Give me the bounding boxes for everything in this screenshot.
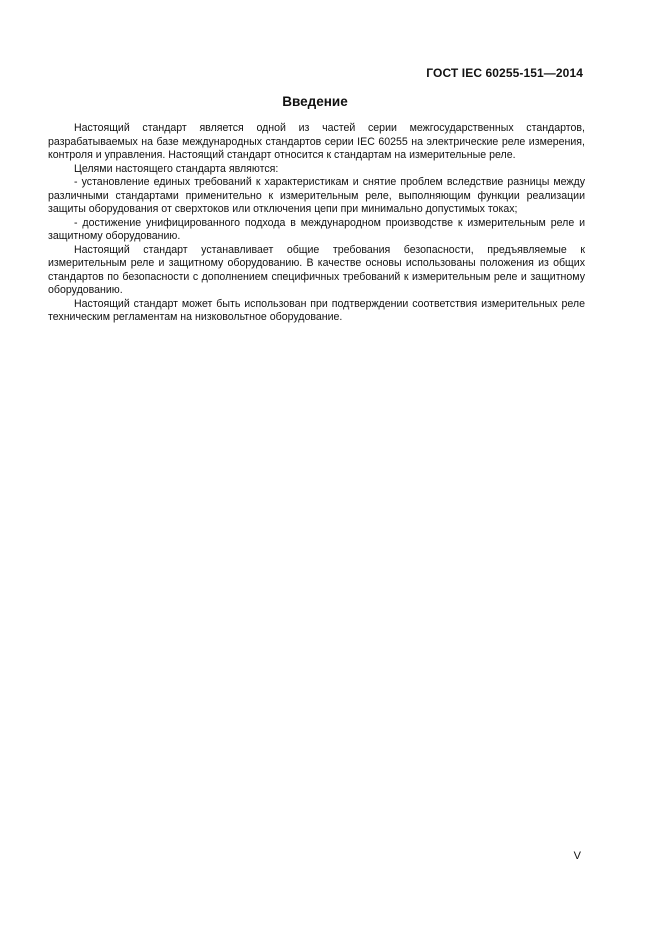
- paragraph: Целями настоящего стандарта являются:: [74, 162, 279, 175]
- document-code-header: ГОСТ IEC 60255-151—2014: [426, 66, 583, 80]
- list-item: - установление единых требований к характеристикам и снятие проблем вследствие разницы между различными стандартами применительно к измерительным реле, выполняющим функции реализации защиты оборудования от сверхтоков или отключения цепи при минимально допустимых токах;: [48, 176, 585, 215]
- section-body: [48, 122, 585, 325]
- paragraph: Настоящий стандарт устанавливает общие требования безопасности, предъявляемые к измерительным реле и защитному оборудованию. В качестве основы использованы положения из общих стандартов по безопасности с дополнением специфичных требований к измерительным реле и защитному оборудованию.: [48, 243, 585, 296]
- list-item: - достижение унифицированного подхода в международном производстве к измерительным реле и защитному оборудованию.: [48, 216, 585, 242]
- page-number: V: [573, 850, 581, 862]
- paragraph: Настоящий стандарт является одной из частей серии межгосударственных стандартов, разрабатываемых на базе международных стандартов серии IEC 60255 на электрические реле измерения, контроля и управления. Настоящий стандарт относится к стандартам на измерительные реле.: [48, 122, 585, 161]
- paragraph: Настоящий стандарт может быть использован при подтверждении соответствия измерительных реле техническим регламентам на низковольтное оборудование.: [48, 297, 585, 323]
- section-title: Введение: [282, 94, 348, 109]
